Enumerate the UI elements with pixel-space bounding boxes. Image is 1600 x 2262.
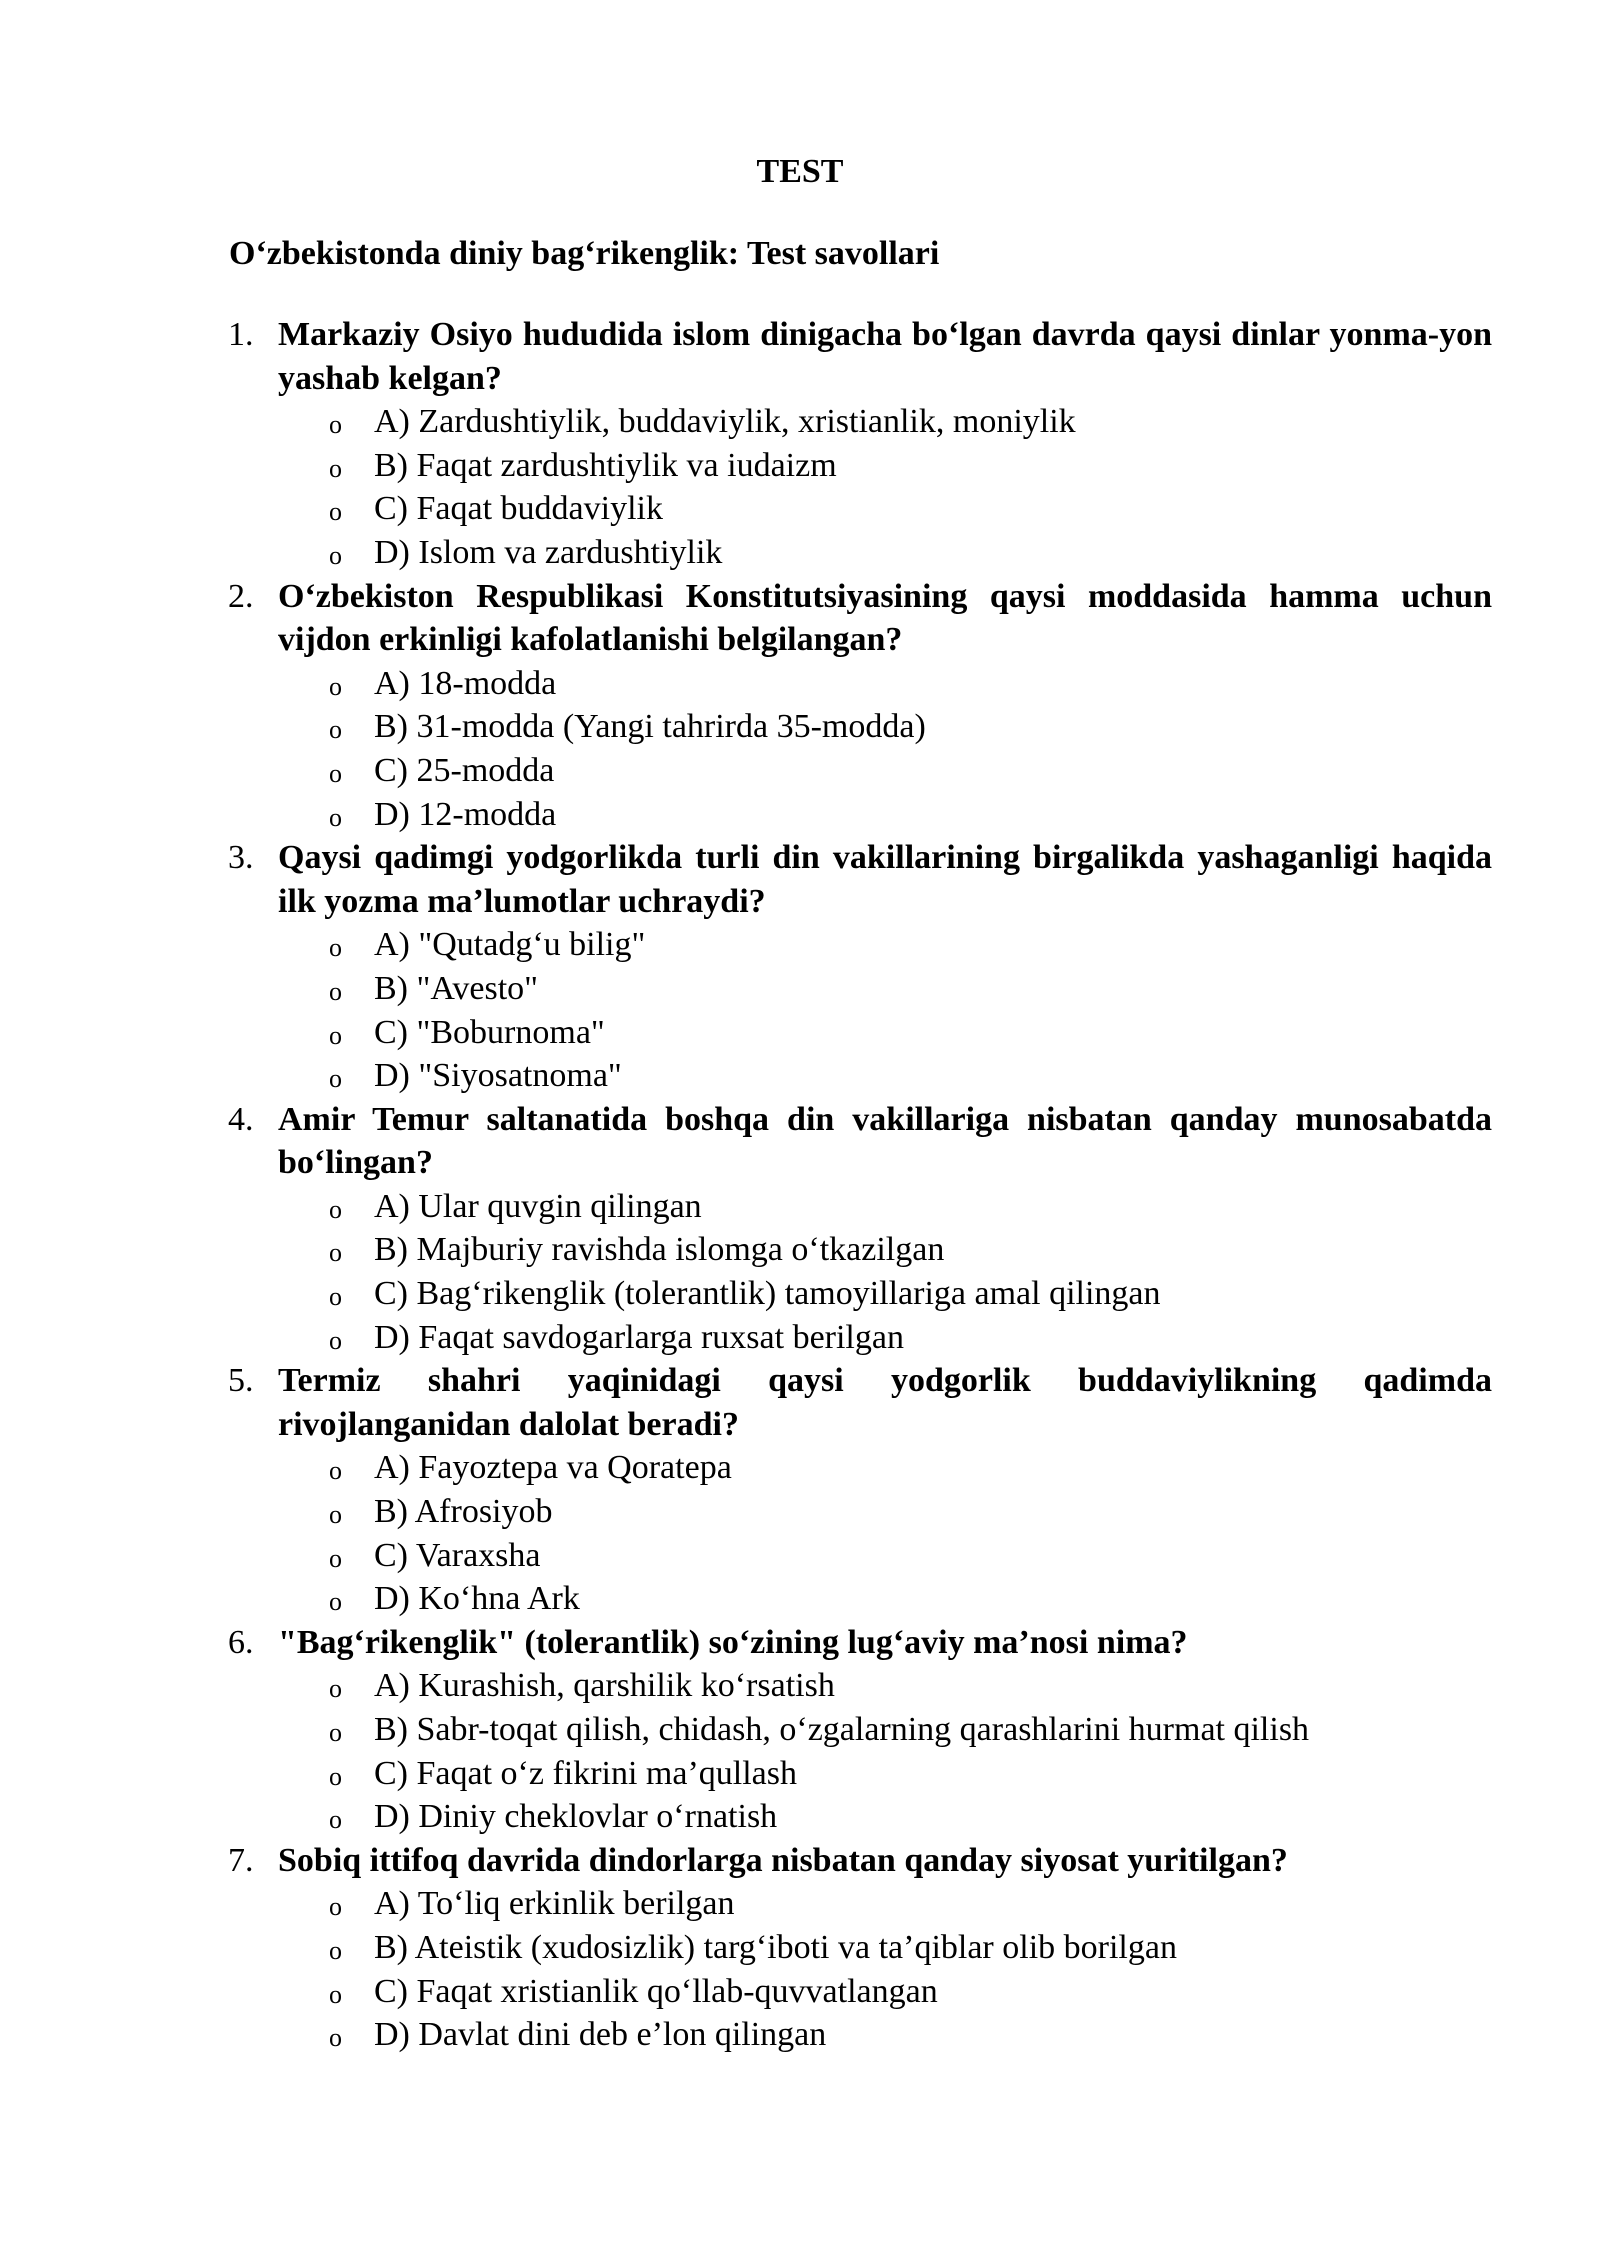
question-text: Markaziy Osiyo hududida islom dinigacha bo‘lgan davrda qaysi dinlar yonma-yon yashab kelgan? bbox=[278, 316, 1492, 397]
answer-option-text: A) Kurashish, qarshilik ko‘rsatish bbox=[374, 1667, 835, 1705]
answer-option-text: D) Islom va zardushtiylik bbox=[374, 533, 723, 571]
question-header bbox=[0, 313, 1492, 400]
question-header bbox=[0, 836, 1492, 923]
answer-option-text: B) Ateistik (xudosizlik) targ‘iboti va ta’qiblar olib borilgan bbox=[374, 1928, 1177, 1966]
bullet-icon: o bbox=[329, 2023, 342, 2053]
bullet-icon: o bbox=[329, 1805, 342, 1835]
answer-options bbox=[0, 1882, 1600, 2056]
question-item-2 bbox=[0, 575, 1600, 837]
question-number: 6. bbox=[228, 1623, 254, 1661]
bullet-icon: o bbox=[329, 715, 342, 745]
answer-option-4-4 bbox=[0, 1316, 1600, 1360]
question-number: 2. bbox=[228, 577, 254, 615]
question-header bbox=[0, 1839, 1492, 1883]
bullet-icon: o bbox=[329, 758, 342, 788]
answer-option-5-3 bbox=[0, 1534, 1600, 1578]
question-item-1 bbox=[0, 313, 1600, 575]
question-number: 7. bbox=[228, 1841, 254, 1879]
bullet-icon: o bbox=[329, 1892, 342, 1922]
answer-option-text: B) Faqat zardushtiylik va iudaizm bbox=[374, 446, 837, 484]
question-header bbox=[0, 1359, 1492, 1446]
answer-option-6-2 bbox=[0, 1708, 1600, 1752]
bullet-icon: o bbox=[329, 410, 342, 440]
bullet-icon: o bbox=[329, 1543, 342, 1573]
answer-option-text: D) 12-modda bbox=[374, 795, 557, 833]
answer-option-text: D) Davlat dini deb e’lon qilingan bbox=[374, 2016, 827, 2054]
answer-option-text: C) 25-modda bbox=[374, 751, 555, 789]
answer-option-3-1 bbox=[0, 923, 1600, 967]
answer-option-6-3 bbox=[0, 1752, 1600, 1796]
answer-option-7-3 bbox=[0, 1970, 1600, 2014]
question-number: 4. bbox=[228, 1100, 254, 1138]
answer-option-text: C) "Boburnoma" bbox=[374, 1013, 605, 1051]
answer-option-3-4 bbox=[0, 1054, 1600, 1098]
answer-option-6-4 bbox=[0, 1795, 1600, 1839]
answer-option-7-2 bbox=[0, 1926, 1600, 1970]
answer-option-1-2 bbox=[0, 444, 1600, 488]
bullet-icon: o bbox=[329, 671, 342, 701]
answer-options bbox=[0, 1185, 1600, 1359]
bullet-icon: o bbox=[329, 497, 342, 527]
bullet-icon: o bbox=[329, 933, 342, 963]
answer-option-3-3 bbox=[0, 1011, 1600, 1055]
answer-option-text: C) Faqat o‘z fikrini ma’qullash bbox=[374, 1754, 798, 1792]
bullet-icon: o bbox=[329, 1935, 342, 1965]
question-header bbox=[0, 575, 1492, 662]
question-text: "Bag‘rikenglik" (tolerantlik) so‘zining lug‘aviy ma’nosi nima? bbox=[278, 1623, 1188, 1661]
document-title: TEST bbox=[756, 153, 844, 190]
answer-option-text: D) Faqat savdogarlarga ruxsat berilgan bbox=[374, 1318, 904, 1356]
bullet-icon: o bbox=[329, 1238, 342, 1268]
answer-options bbox=[0, 400, 1600, 574]
answer-option-4-3 bbox=[0, 1272, 1600, 1316]
answer-option-5-1 bbox=[0, 1446, 1600, 1490]
answer-option-4-1 bbox=[0, 1185, 1600, 1229]
bullet-icon: o bbox=[329, 1500, 342, 1530]
bullet-icon: o bbox=[329, 540, 342, 570]
answer-option-text: A) Fayoztepa va Qoratepa bbox=[374, 1449, 732, 1487]
bullet-icon: o bbox=[329, 1456, 342, 1486]
question-item-7 bbox=[0, 1839, 1600, 2057]
answer-option-6-1 bbox=[0, 1664, 1600, 1708]
question-header bbox=[0, 1098, 1492, 1185]
question-number: 3. bbox=[228, 839, 254, 877]
question-item-5 bbox=[0, 1359, 1600, 1621]
bullet-icon: o bbox=[329, 1194, 342, 1224]
answer-option-2-2 bbox=[0, 705, 1600, 749]
question-text: Sobiq ittifoq davrida dindorlarga nisbatan qanday siyosat yuritilgan? bbox=[278, 1841, 1288, 1879]
answer-options bbox=[0, 1446, 1600, 1620]
bullet-icon: o bbox=[329, 453, 342, 483]
bullet-icon: o bbox=[329, 1325, 342, 1355]
question-list bbox=[0, 313, 1600, 2057]
answer-option-2-4 bbox=[0, 793, 1600, 837]
bullet-icon: o bbox=[329, 1282, 342, 1312]
question-header bbox=[0, 1621, 1492, 1665]
bullet-icon: o bbox=[329, 1020, 342, 1050]
answer-option-text: D) "Siyosatnoma" bbox=[374, 1057, 622, 1095]
question-text: Amir Temur saltanatida boshqa din vakillariga nisbatan qanday munosabatda bo‘lingan? bbox=[278, 1100, 1492, 1182]
question-text: Termiz shahri yaqinidagi qaysi yodgorlik buddaviylikning qadimda rivojlanganidan dalolat beradi? bbox=[278, 1362, 1492, 1443]
question-item-3 bbox=[0, 836, 1600, 1098]
bullet-icon: o bbox=[329, 802, 342, 832]
question-text: Qaysi qadimgi yodgorlikda turli din vakillarining birgalikda yashaganligi haqida ilk yozma ma’lumotlar uchraydi? bbox=[278, 839, 1492, 920]
answer-options bbox=[0, 1664, 1600, 1838]
answer-option-5-2 bbox=[0, 1490, 1600, 1534]
answer-option-1-1 bbox=[0, 400, 1600, 444]
document-subtitle: O‘zbekistonda diniy bag‘rikenglik: Test savollari bbox=[229, 235, 940, 272]
bullet-icon: o bbox=[329, 1718, 342, 1747]
question-number: 1. bbox=[228, 316, 254, 353]
bullet-icon: o bbox=[329, 1979, 342, 2009]
question-number: 5. bbox=[228, 1362, 254, 1400]
answer-option-text: A) To‘liq erkinlik berilgan bbox=[374, 1885, 735, 1923]
answer-option-text: B) "Avesto" bbox=[374, 969, 539, 1007]
answer-option-text: D) Diniy cheklovlar o‘rnatish bbox=[374, 1798, 778, 1836]
bullet-icon: o bbox=[329, 1587, 342, 1617]
answer-option-7-4 bbox=[0, 2013, 1600, 2057]
answer-option-text: C) Varaxsha bbox=[374, 1536, 541, 1574]
bullet-icon: o bbox=[329, 976, 342, 1006]
answer-option-text: C) Bag‘rikenglik (tolerantlik) tamoyillariga amal qilingan bbox=[374, 1275, 1161, 1313]
answer-option-text: B) 31-modda (Yangi tahrirda 35-modda) bbox=[374, 708, 926, 746]
answer-option-text: B) Majburiy ravishda islomga o‘tkazilgan bbox=[374, 1231, 945, 1269]
answer-options bbox=[0, 662, 1600, 836]
answer-option-text: C) Faqat buddaviylik bbox=[374, 490, 663, 528]
answer-option-text: B) Afrosiyob bbox=[374, 1493, 553, 1531]
answer-option-text: A) "Qutadg‘u bilig" bbox=[374, 926, 646, 964]
answer-option-1-3 bbox=[0, 487, 1600, 531]
answer-option-3-2 bbox=[0, 967, 1600, 1011]
bullet-icon: o bbox=[329, 1674, 342, 1704]
answer-option-7-1 bbox=[0, 1882, 1600, 1926]
answer-option-text: A) Zardushtiylik, buddaviylik, xristianlik, moniylik bbox=[374, 403, 1076, 441]
answer-option-text: A) Ular quvgin qilingan bbox=[374, 1187, 702, 1225]
answer-option-text: D) Ko‘hna Ark bbox=[374, 1580, 580, 1618]
answer-option-2-3 bbox=[0, 749, 1600, 793]
answer-option-text: B) Sabr-toqat qilish, chidash, o‘zgalarning qarashlarini hurmat qilish bbox=[374, 1711, 1310, 1748]
answer-option-text: A) 18-modda bbox=[374, 664, 557, 702]
question-item-4 bbox=[0, 1098, 1600, 1360]
answer-option-5-4 bbox=[0, 1577, 1600, 1621]
question-item-6 bbox=[0, 1621, 1600, 1839]
question-text: O‘zbekiston Respublikasi Konstitutsiyasining qaysi moddasida hamma uchun vijdon erkinligi kafolatlanishi belgilangan? bbox=[278, 577, 1492, 659]
answer-options bbox=[0, 923, 1600, 1097]
bullet-icon: o bbox=[329, 1761, 342, 1791]
answer-option-1-4 bbox=[0, 531, 1600, 575]
answer-option-4-2 bbox=[0, 1228, 1600, 1272]
answer-option-2-1 bbox=[0, 662, 1600, 706]
answer-option-text: C) Faqat xristianlik qo‘llab-quvvatlangan bbox=[374, 1972, 938, 2010]
bullet-icon: o bbox=[329, 1064, 342, 1094]
